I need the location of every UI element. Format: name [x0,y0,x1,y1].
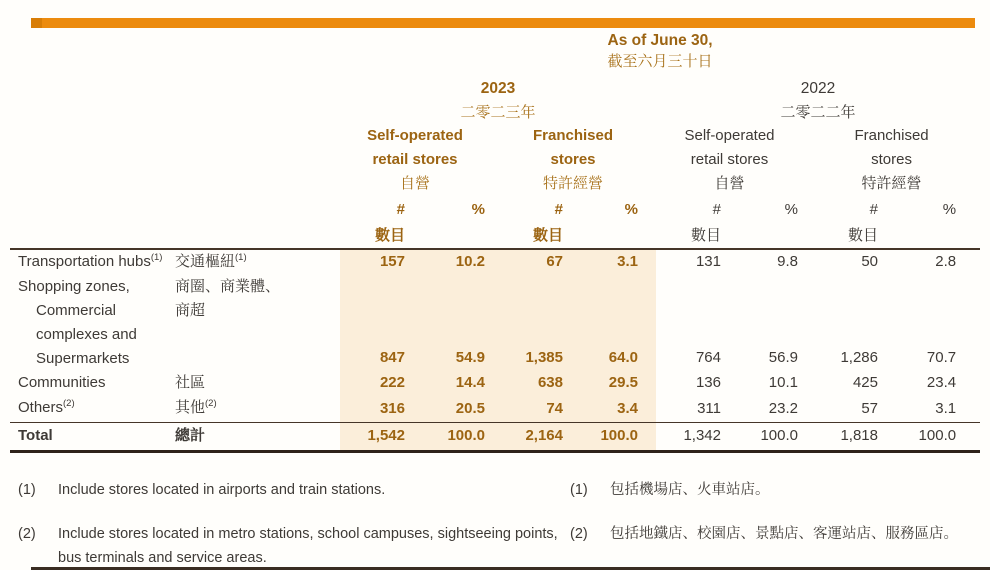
count-column-header [656,196,726,249]
percent-symbol: % [784,201,798,218]
cell-value: 23.2 [768,399,798,417]
footnote-marker: (1) [150,252,163,263]
footnote-text: Include stores located in metro stations, school campuses, sightseeing points, bus terminals and service areas. [58,526,558,566]
cell-value: 1,385 [490,275,568,371]
store-count-table [10,28,980,453]
cell-value: 3.1 [935,399,957,417]
group-label-zh: 特許經營 [861,175,922,192]
footnote-number: (2) [570,526,588,542]
footnote-number: (1) [18,482,36,498]
cell-value: 10.1 [768,374,798,391]
spacer-cell [10,124,340,196]
table-row [10,275,980,371]
count-label-zh: 數目 [847,227,878,244]
header-row-as-of [10,28,980,76]
footnote-marker: (2) [205,398,217,409]
total-value: 1,818 [803,422,883,451]
row-label-en [10,249,173,275]
cell-value: 1,286 [840,349,878,366]
year-2023-label: 2023 [480,80,516,97]
percent-symbol: % [942,201,957,218]
cell-value: 74 [490,396,568,422]
row-label-line: 商圈、商業體、 [175,278,281,295]
footnote-marker: (1) [235,252,247,263]
hash-symbol: # [869,201,878,218]
header-row-units [10,196,980,249]
row-label-line: 交通樞紐$^{(1)}$ [175,252,247,270]
row-label-line: Others$^{(2)}$ [18,398,75,416]
count-column-header [803,196,883,249]
percent-column-header [568,196,656,249]
table-body [10,249,980,422]
percent-column-header [410,196,490,249]
cell-value: 3.4 [568,396,656,422]
cell-value: 222 [340,371,410,396]
row-label-line: 商超 [175,302,206,319]
cell-value: 847 [340,275,410,371]
row-label-line: Communities [18,374,106,391]
section-divider-bar-tip [31,18,42,28]
row-label-line: Transportation hubs$^{(1)}$ [18,252,163,270]
group-label: stores [871,151,912,168]
total-label-zh: 總計 [173,422,340,451]
footnote-number: (1) [570,482,588,498]
spacer-cell [10,28,340,76]
group-label: stores [550,151,596,168]
section-divider-bar [31,18,975,28]
cell-value: 50 [803,249,883,275]
footnotes-english [10,470,568,570]
group-self-operated-2022 [656,124,803,196]
percent-column-header [726,196,803,249]
footnote-text: Include stores located in airports and train stations. [58,482,386,498]
row-label-en [10,396,173,422]
as-of-date-en: As of June 30, [607,32,713,49]
cell-value: 638 [490,371,568,396]
footnote [10,478,568,502]
footnotes [10,470,980,570]
row-label-line: Commercial [36,302,117,319]
hash-symbol: # [396,201,405,218]
percent-column-header [883,196,980,249]
cell-value: 23.4 [926,374,957,391]
cell-value: 29.5 [568,371,656,396]
group-label: Franchised [532,127,614,144]
count-label-zh: 數目 [690,227,721,244]
footnote-marker: (2) [63,398,75,409]
row-label-zh [173,396,340,422]
group-franchised-2022 [803,124,980,196]
year-2023-header [340,76,656,124]
group-label-zh: 自營 [714,175,745,192]
total-value: 100.0 [410,422,490,451]
hash-symbol: # [554,201,563,218]
as-of-header-cell [340,28,980,76]
as-of-date-zh: 截至六月三十日 [607,53,713,70]
group-franchised-2023 [490,124,656,196]
percent-symbol: % [624,201,638,218]
group-label-zh: 自營 [399,175,430,192]
row-label-line: complexes and [36,326,137,343]
group-label: Franchised [854,127,929,144]
cell-value: 425 [852,374,878,391]
cell-value: 10.2 [410,249,490,275]
cell-value: 56.9 [768,349,798,366]
spacer-cell [10,76,340,124]
row-label-zh [173,371,340,396]
table-row [10,249,980,275]
row-label-line: Supermarkets [36,350,130,367]
count-column-header [490,196,568,249]
total-value: 2,164 [490,422,568,451]
spacer-cell [10,196,340,249]
hash-symbol: # [712,201,721,218]
total-value: 100.0 [726,422,803,451]
header-row-years [10,76,980,124]
table-row [10,396,980,422]
row-label-line: Shopping zones, [18,278,130,295]
cell-value: 67 [490,249,568,275]
footnote [568,522,980,546]
cell-value: 2.8 [883,249,980,275]
cell-value: 157 [340,249,410,275]
group-label-zh: 特許經營 [542,175,603,192]
footnote [10,522,568,570]
footnote-text: 包括機場店、火車站店。 [610,482,770,498]
cell-value: 54.9 [410,275,490,371]
group-label: retail stores [690,151,769,168]
total-label-en: Total [10,422,173,451]
year-2022-label: 2022 [800,80,836,97]
cell-value: 14.4 [410,371,490,396]
row-label-line: 社區 [175,374,206,391]
cell-value: 57 [861,399,878,417]
group-self-operated-2023 [340,124,490,196]
count-column-header [340,196,410,249]
header-row-groups [10,124,980,196]
group-label: Self-operated [684,127,775,144]
cell-value: 131 [656,249,726,275]
footnote-text: 包括地鐵店、校園店、景點店、客運站店、服務區店。 [610,526,958,542]
cell-value: 20.5 [410,396,490,422]
total-value: 1,542 [340,422,410,451]
cell-value: 70.7 [926,349,957,366]
row-label-zh [173,249,340,275]
count-label-zh: 數目 [374,227,405,244]
total-value: 100.0 [883,422,980,451]
group-label: retail stores [372,151,458,168]
year-2022-label-zh: 二零二二年 [780,104,856,121]
count-label-zh: 數目 [532,227,563,244]
cell-value: 311 [697,399,721,417]
row-label-zh [173,275,340,371]
table-row [10,371,980,396]
footnotes-chinese [568,470,980,570]
year-2023-label-zh: 二零二三年 [460,104,536,121]
group-label: Self-operated [367,127,463,144]
year-2022-header [656,76,980,124]
row-label-en [10,275,173,371]
total-row [10,422,980,451]
footnote-number: (2) [18,526,36,542]
cell-value: 3.1 [568,249,656,275]
percent-symbol: % [471,201,485,218]
row-label-line: 其他$^{(2)}$ [175,398,217,416]
total-value: 100.0 [568,422,656,451]
cell-value: 64.0 [568,275,656,371]
cell-value: 316 [340,396,410,422]
cell-value: 9.8 [726,249,803,275]
cell-value: 136 [695,374,721,391]
cell-value: 764 [695,349,721,366]
footnote [568,478,980,502]
row-label-en [10,371,173,396]
total-value: 1,342 [656,422,726,451]
